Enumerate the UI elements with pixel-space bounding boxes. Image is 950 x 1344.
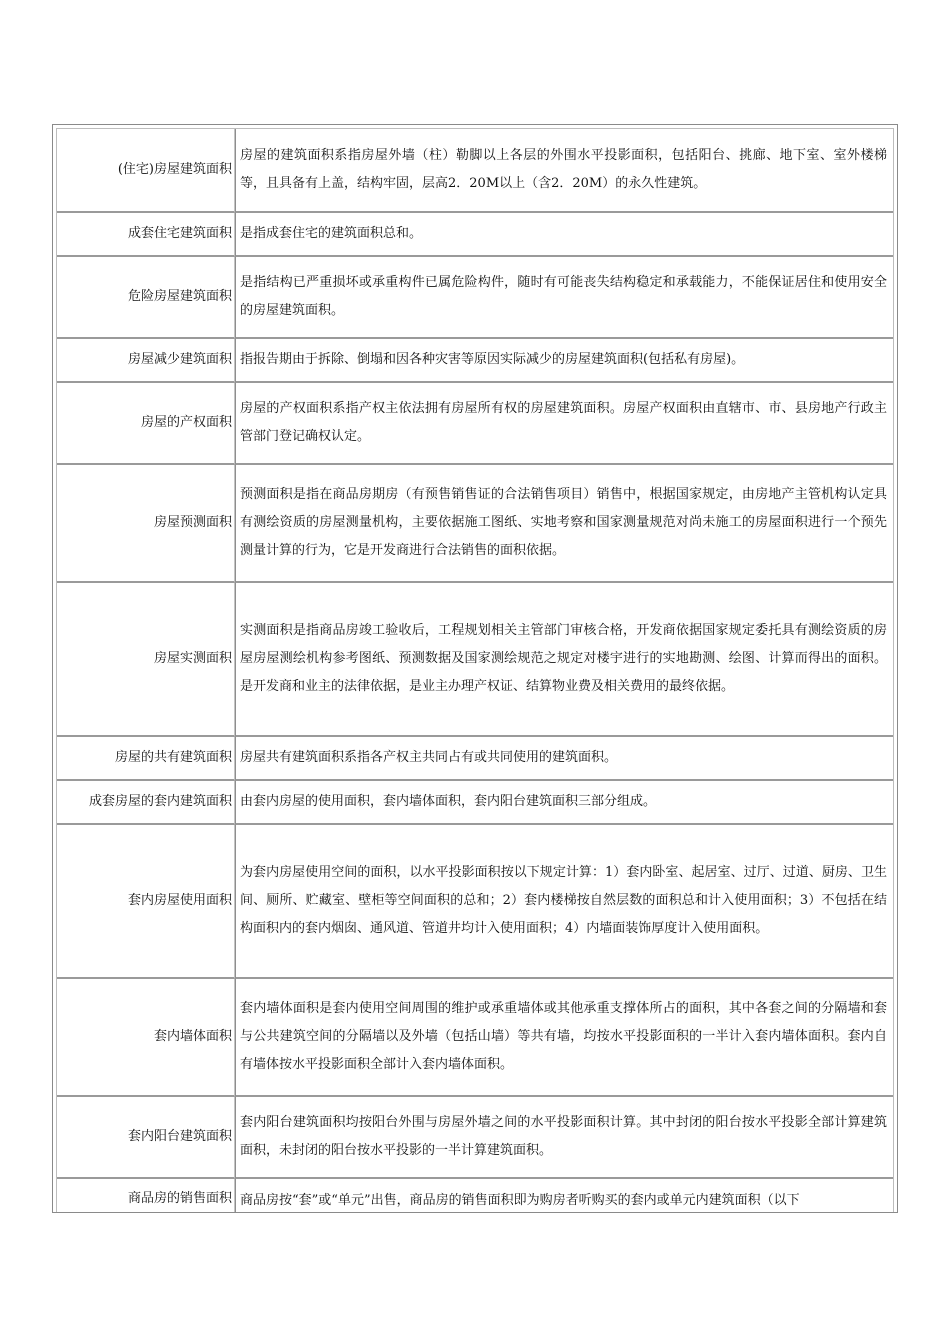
- table-row: [57, 737, 893, 781]
- definition-cell: 由套内房屋的使用面积，套内墙体面积，套内阳台建筑面积三部分组成。: [235, 781, 893, 825]
- term-cell: 房屋实测面积: [57, 583, 235, 737]
- definition-cell: 套内阳台建筑面积均按阳台外围与房屋外墙之间的水平投影面积计算。其中封闭的阳台按水平投影全部计算建筑面积，未封闭的阳台按水平投影的一半计算建筑面积。: [235, 1097, 893, 1179]
- table-row: [57, 781, 893, 825]
- term-cell: 房屋减少建筑面积: [57, 339, 235, 383]
- table-row: [57, 383, 893, 465]
- definitions-table-inner: [56, 128, 894, 1212]
- term-cell: 商品房的销售面积: [57, 1179, 235, 1212]
- definition-cell: 是指成套住宅的建筑面积总和。: [235, 213, 893, 257]
- term-cell: 成套住宅建筑面积: [57, 213, 235, 257]
- table-row: [57, 213, 893, 257]
- term-cell: 房屋预测面积: [57, 465, 235, 583]
- table-row: [57, 339, 893, 383]
- definition-cell: 预测面积是指在商品房期房（有预售销售证的合法销售项目）销售中，根据国家规定，由房地产主管机构认定具有测绘资质的房屋测量机构，主要依据施工图纸、实地考察和国家测量规范对尚未施工的房屋面积进行一个预先测量计算的行为，它是开发商进行合法销售的面积依据。: [235, 465, 893, 583]
- definition-cell: 指报告期由于拆除、倒塌和因各种灾害等原因实际减少的房屋建筑面积(包括私有房屋)。: [235, 339, 893, 383]
- definitions-table-frame: [52, 124, 898, 1213]
- table-row: [57, 465, 893, 583]
- definition-cell: 房屋共有建筑面积系指各产权主共同占有或共同使用的建筑面积。: [235, 737, 893, 781]
- term-cell: 房屋的产权面积: [57, 383, 235, 465]
- table-row: [57, 129, 893, 213]
- term-cell: 成套房屋的套内建筑面积: [57, 781, 235, 825]
- term-cell: 套内房屋使用面积: [57, 825, 235, 979]
- table-row: [57, 257, 893, 339]
- definition-cell: 为套内房屋使用空间的面积，以水平投影面积按以下规定计算：1）套内卧室、起居室、过厅、过道、厨房、卫生间、厕所、贮藏室、壁柜等空间面积的总和；2）套内楼梯按自然层数的面积总和计入使用面积；3）不包括在结构面积内的套内烟囱、通风道、管道井均计入使用面积；4）内墙面装饰厚度计入使用面积。: [235, 825, 893, 979]
- definition-cell: 商品房按“套”或“单元”出售，商品房的销售面积即为购房者听购买的套内或单元内建筑面积（以下: [235, 1179, 893, 1212]
- definition-cell: 套内墙体面积是套内使用空间周围的维护或承重墙体或其他承重支撑体所占的面积，其中各套之间的分隔墙和套与公共建筑空间的分隔墙以及外墙（包括山墙）等共有墙，均按水平投影面积的一半计入套内墙体面积。套内自有墙体按水平投影面积全部计入套内墙体面积。: [235, 979, 893, 1097]
- definition-cell: 房屋的建筑面积系指房屋外墙（柱）勒脚以上各层的外围水平投影面积，包括阳台、挑廊、地下室、室外楼梯等，且具备有上盖，结构牢固，层高2．20M以上（含2．20M）的永久性建筑。: [235, 129, 893, 213]
- term-cell: 危险房屋建筑面积: [57, 257, 235, 339]
- term-cell: 套内墙体面积: [57, 979, 235, 1097]
- term-cell: 房屋的共有建筑面积: [57, 737, 235, 781]
- table-row: [57, 1097, 893, 1179]
- definition-cell: 是指结构已严重损坏或承重构件已属危险构件，随时有可能丧失结构稳定和承载能力，不能保证居住和使用安全的房屋建筑面积。: [235, 257, 893, 339]
- term-cell: (住宅)房屋建筑面积: [57, 129, 235, 213]
- table-row: [57, 1179, 893, 1212]
- definition-cell: 房屋的产权面积系指产权主依法拥有房屋所有权的房屋建筑面积。房屋产权面积由直辖市、市、县房地产行政主管部门登记确权认定。: [235, 383, 893, 465]
- definition-cell: 实测面积是指商品房竣工验收后，工程规划相关主管部门审核合格，开发商依据国家规定委托具有测绘资质的房屋房屋测绘机构参考图纸、预测数据及国家测绘规范之规定对楼宇进行的实地勘测、绘图、计算而得出的面积。是开发商和业主的法律依据，是业主办理产权证、结算物业费及相关费用的最终依据。: [235, 583, 893, 737]
- definitions-table: [57, 129, 893, 1212]
- term-cell: 套内阳台建筑面积: [57, 1097, 235, 1179]
- table-row: [57, 583, 893, 737]
- table-row: [57, 979, 893, 1097]
- table-row: [57, 825, 893, 979]
